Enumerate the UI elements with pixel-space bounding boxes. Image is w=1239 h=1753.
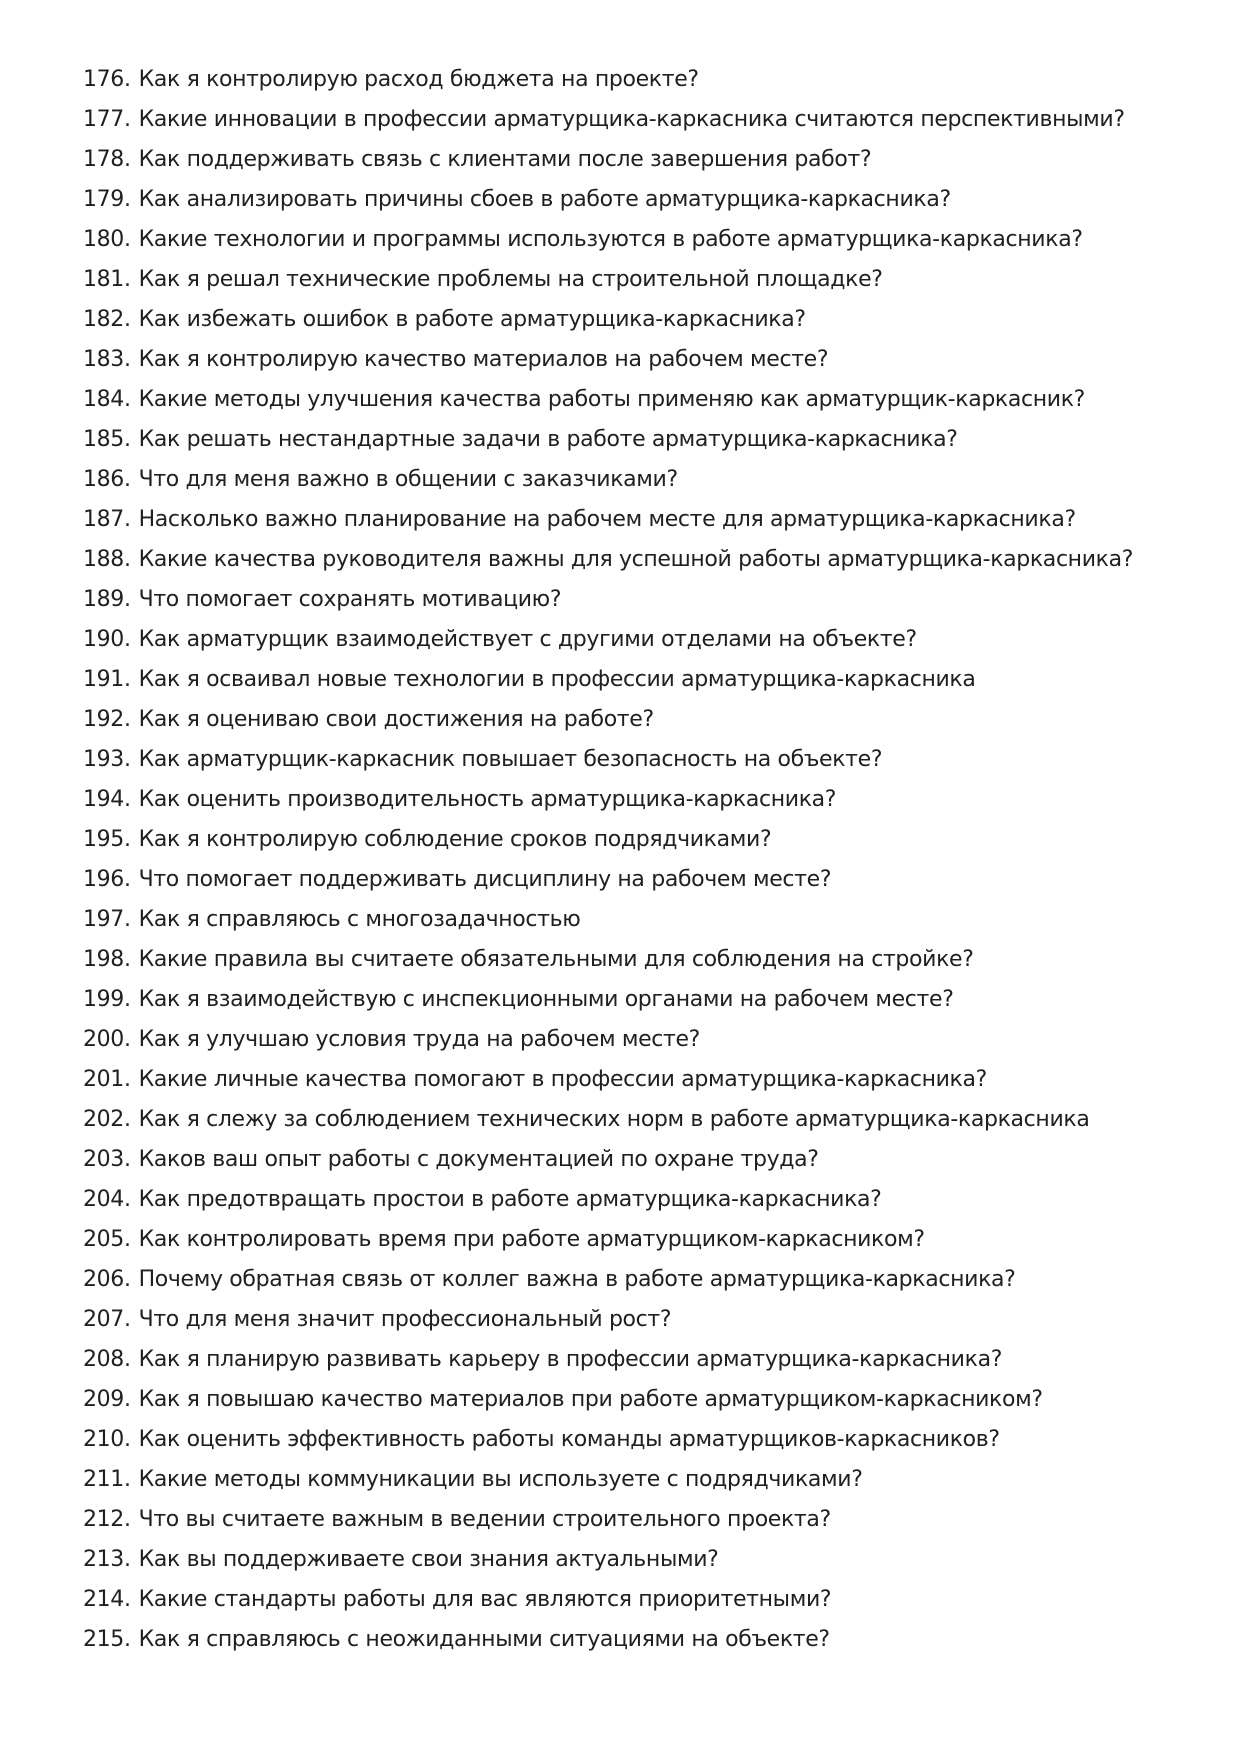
question-item: [83, 340, 1203, 380]
question-number: 197.: [83, 907, 131, 932]
question-item: [83, 1340, 1203, 1380]
question-text: Как я планирую развивать карьеру в профессии арматурщика-каркасника?: [138, 1347, 1003, 1372]
question-number: 185.: [83, 427, 131, 452]
question-text: Какие методы улучшения качества работы применяю как арматурщик-каркасник?: [138, 387, 1085, 412]
question-number: 214.: [83, 1587, 131, 1612]
question-text: Как я справляюсь с неожиданными ситуациями на объекте?: [138, 1627, 830, 1652]
question-text: Как я улучшаю условия труда на рабочем месте?: [138, 1027, 701, 1052]
question-text: Насколько важно планирование на рабочем месте для арматурщика-каркасника?: [138, 507, 1076, 532]
question-text: Как я справляюсь с многозадачностью: [138, 907, 581, 932]
question-number: 195.: [83, 827, 131, 852]
question-item: [83, 700, 1203, 740]
question-item: [83, 1540, 1203, 1580]
question-item: [83, 1140, 1203, 1180]
question-item: [83, 380, 1203, 420]
question-text: Как я взаимодействую с инспекционными органами на рабочем месте?: [138, 987, 954, 1012]
question-item: [83, 860, 1203, 900]
question-number: 184.: [83, 387, 131, 412]
question-number: 190.: [83, 627, 131, 652]
question-number: 203.: [83, 1147, 131, 1172]
question-number: 201.: [83, 1067, 131, 1092]
question-text: Как я осваивал новые технологии в профессии арматурщика-каркасника: [138, 667, 976, 692]
question-text: Почему обратная связь от коллег важна в работе арматурщика-каркасника?: [138, 1267, 1016, 1292]
question-item: [83, 1580, 1203, 1620]
question-item: [83, 60, 1203, 100]
question-item: [83, 780, 1203, 820]
question-item: [83, 1260, 1203, 1300]
question-item: [83, 1100, 1203, 1140]
question-item: [83, 180, 1203, 220]
question-number: 183.: [83, 347, 131, 372]
question-text: Какие методы коммуникации вы используете с подрядчиками?: [138, 1467, 863, 1492]
question-item: [83, 1380, 1203, 1420]
question-text: Каков ваш опыт работы с документацией по охране труда?: [138, 1147, 819, 1172]
question-text: Как я контролирую расход бюджета на проекте?: [138, 67, 699, 92]
question-number: 179.: [83, 187, 131, 212]
question-number: 202.: [83, 1107, 131, 1132]
question-text: Как я слежу за соблюдением технических норм в работе арматурщика-каркасника: [138, 1107, 1090, 1132]
question-number: 212.: [83, 1507, 131, 1532]
question-number: 180.: [83, 227, 131, 252]
question-number: 196.: [83, 867, 131, 892]
question-item: [83, 660, 1203, 700]
question-text: Как я решал технические проблемы на строительной площадке?: [138, 267, 883, 292]
question-text: Какие качества руководителя важны для успешной работы арматурщика-каркасника?: [138, 547, 1134, 572]
question-number: 200.: [83, 1027, 131, 1052]
question-number: 192.: [83, 707, 131, 732]
question-number: 187.: [83, 507, 131, 532]
question-item: [83, 1220, 1203, 1260]
question-text: Что для меня значит профессиональный рост?: [138, 1307, 672, 1332]
question-text: Какие правила вы считаете обязательными для соблюдения на стройке?: [138, 947, 974, 972]
question-number: 206.: [83, 1267, 131, 1292]
question-item: [83, 500, 1203, 540]
question-item: [83, 140, 1203, 180]
question-number: 205.: [83, 1227, 131, 1252]
question-item: [83, 580, 1203, 620]
question-text: Как контролировать время при работе арматурщиком-каркасником?: [138, 1227, 925, 1252]
question-item: [83, 940, 1203, 980]
question-number: 177.: [83, 107, 131, 132]
question-text: Как я контролирую качество материалов на рабочем месте?: [138, 347, 829, 372]
question-number: 193.: [83, 747, 131, 772]
question-number: 178.: [83, 147, 131, 172]
question-item: [83, 900, 1203, 940]
question-text: Как предотвращать простои в работе арматурщика-каркасника?: [138, 1187, 882, 1212]
question-text: Как я повышаю качество материалов при работе арматурщиком-каркасником?: [138, 1387, 1043, 1412]
question-item: [83, 1620, 1203, 1660]
question-number: 189.: [83, 587, 131, 612]
question-item: [83, 260, 1203, 300]
question-number: 182.: [83, 307, 131, 332]
question-text: Какие стандарты работы для вас являются приоритетными?: [138, 1587, 832, 1612]
question-list: [83, 60, 1203, 1660]
question-text: Как арматурщик взаимодействует с другими отделами на объекте?: [138, 627, 917, 652]
question-text: Что помогает сохранять мотивацию?: [138, 587, 562, 612]
question-number: 194.: [83, 787, 131, 812]
question-item: [83, 220, 1203, 260]
question-item: [83, 1420, 1203, 1460]
question-number: 210.: [83, 1427, 131, 1452]
question-number: 181.: [83, 267, 131, 292]
question-item: [83, 1500, 1203, 1540]
question-item: [83, 1460, 1203, 1500]
question-text: Как я контролирую соблюдение сроков подрядчиками?: [138, 827, 772, 852]
question-text: Как оценить эффективность работы команды арматурщиков-каркасников?: [138, 1427, 1000, 1452]
question-text: Как поддерживать связь с клиентами после завершения работ?: [138, 147, 872, 172]
question-number: 198.: [83, 947, 131, 972]
question-item: [83, 740, 1203, 780]
question-number: 215.: [83, 1627, 131, 1652]
question-text: Как решать нестандартные задачи в работе арматурщика-каркасника?: [138, 427, 958, 452]
question-item: [83, 460, 1203, 500]
question-text: Как оценить производительность арматурщика-каркасника?: [138, 787, 837, 812]
question-text: Как анализировать причины сбоев в работе арматурщика-каркасника?: [138, 187, 951, 212]
question-text: Как арматурщик-каркасник повышает безопасность на объекте?: [138, 747, 883, 772]
question-number: 207.: [83, 1307, 131, 1332]
question-text: Какие технологии и программы используются в работе арматурщика-каркасника?: [138, 227, 1083, 252]
question-text: Как я оцениваю свои достижения на работе?: [138, 707, 654, 732]
question-item: [83, 420, 1203, 460]
question-number: 186.: [83, 467, 131, 492]
question-number: 188.: [83, 547, 131, 572]
question-number: 176.: [83, 67, 131, 92]
question-text: Какие личные качества помогают в профессии арматурщика-каркасника?: [138, 1067, 987, 1092]
question-text: Что вы считаете важным в ведении строительного проекта?: [138, 1507, 831, 1532]
question-text: Как вы поддерживаете свои знания актуальными?: [138, 1547, 719, 1572]
question-item: [83, 300, 1203, 340]
question-number: 199.: [83, 987, 131, 1012]
question-number: 211.: [83, 1467, 131, 1492]
question-item: [83, 620, 1203, 660]
question-item: [83, 1020, 1203, 1060]
question-number: 213.: [83, 1547, 131, 1572]
question-item: [83, 100, 1203, 140]
question-number: 209.: [83, 1387, 131, 1412]
question-item: [83, 980, 1203, 1020]
question-text: Какие инновации в профессии арматурщика-каркасника считаются перспективными?: [138, 107, 1125, 132]
question-item: [83, 540, 1203, 580]
question-text: Что для меня важно в общении с заказчиками?: [138, 467, 678, 492]
question-number: 191.: [83, 667, 131, 692]
question-item: [83, 1180, 1203, 1220]
question-item: [83, 1300, 1203, 1340]
question-item: [83, 1060, 1203, 1100]
question-text: Что помогает поддерживать дисциплину на рабочем месте?: [138, 867, 832, 892]
question-item: [83, 820, 1203, 860]
question-text: Как избежать ошибок в работе арматурщика-каркасника?: [138, 307, 806, 332]
question-number: 204.: [83, 1187, 131, 1212]
question-number: 208.: [83, 1347, 131, 1372]
